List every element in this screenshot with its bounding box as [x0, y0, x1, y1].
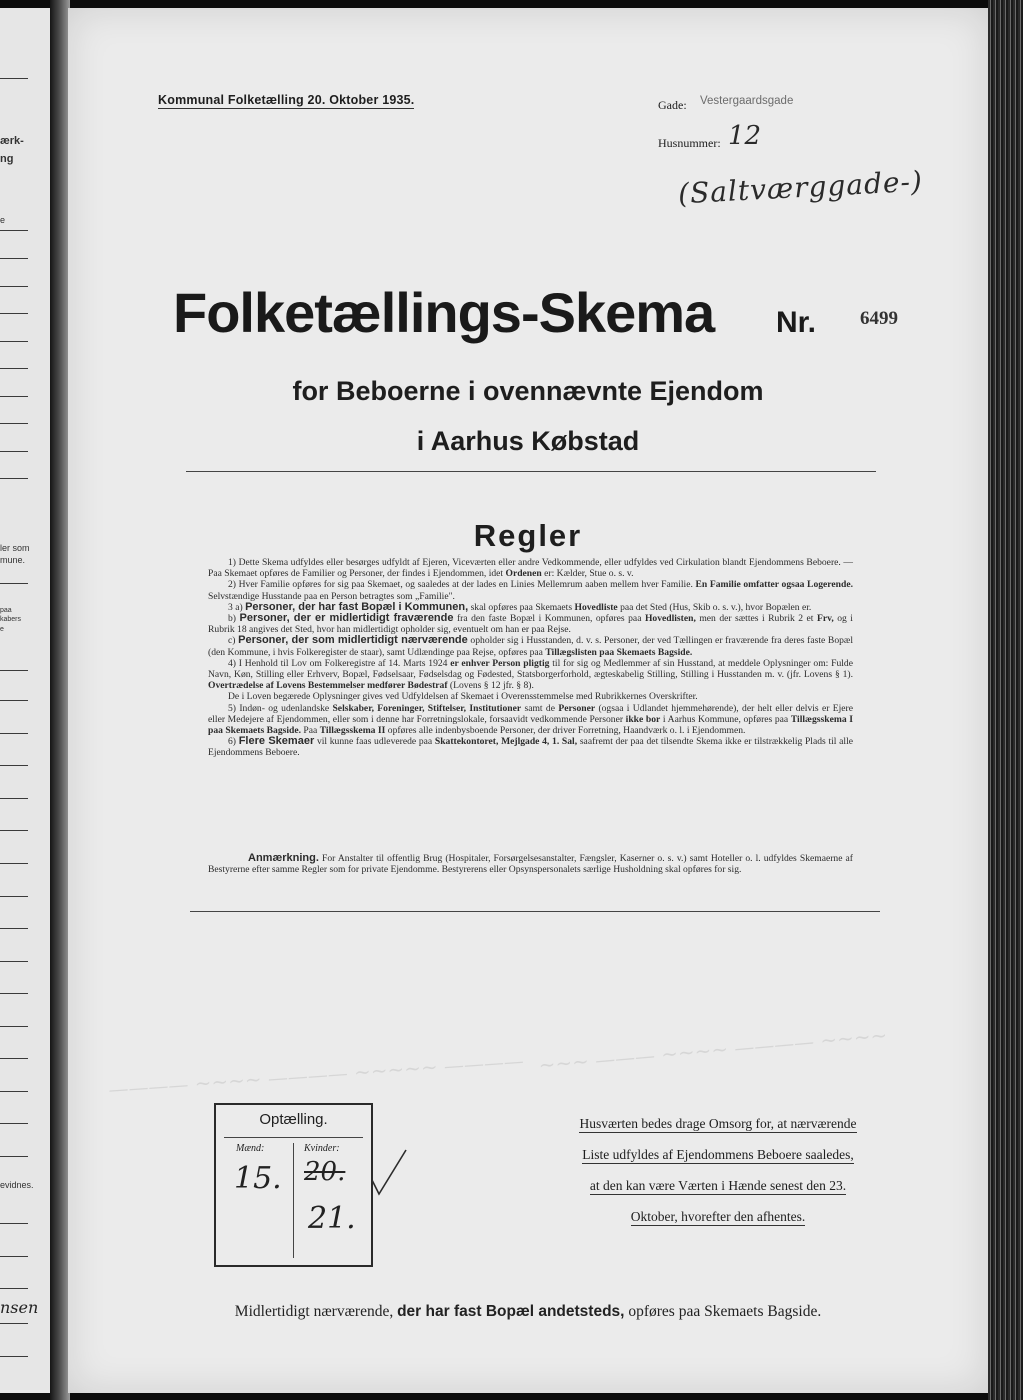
census-form-page	[68, 8, 988, 1393]
divider	[190, 911, 880, 912]
left-fragment: mune.	[0, 555, 26, 565]
nr-label: Nr.	[776, 306, 817, 339]
rule-1: 1) Dette Skema udfyldes eller besørges udfyldt af Ejeren, Viceværten eller andre Vedkommende, eller udfyldes ved Cirkulation blandt Ejendommens Beboere. — Paa Skemaet opføres de Familier og Personer, der findes i Ejendommen, idet Ordenen er: Kælder, Stue o. s. v.	[208, 557, 853, 580]
rule-3a: 3 a) Personer, der har fast Bopæl i Kommunen, skal opføres paa Skemaets Hovedliste paa det Sted (Hus, Skib o. s. v.), hvor Bopælen er.	[228, 600, 812, 613]
rule-4-cont: De i Loven begærede Oplysninger gives ved Udfyldelsen af Skemaet i Overensstemmelse med Rubrikkernes Overskrifter.	[228, 691, 698, 703]
census-line: Kommunal Folketælling 20. Oktober 1935.	[158, 93, 415, 107]
form-number: 6499	[860, 308, 898, 329]
left-fragment: paa	[0, 607, 12, 614]
husnummer-label: Husnummer:	[658, 136, 721, 150]
left-adjacent-page	[0, 8, 51, 1393]
rule-4: 4) I Henhold til Lov om Folkeregistre af 14. Marts 1924 er enhver Person pligtig til for sig og Medlemmer af sin Husstand, at meddele Oplysninger om: Fulde Navn, Køn, Stilling eller Erhverv, Bopæl, Fødselsaar, Fødselsdag og Fødested, Statsborgerforhold, ægteskabelig Stilling, Stilling i Husstanden m. v. (jfr. Lovens § 1). Overtrædelse af Lovens Bestemmelser medfører Bødestraf (Lovens § 12 jfr. § 8).	[208, 657, 853, 692]
kvinder-count-struck: 20.	[304, 1157, 346, 1187]
page-edges	[988, 0, 1023, 1400]
count-title: Optælling.	[259, 1111, 328, 1128]
subtitle-1: for Beboerne i ovennævnte Ejendom	[292, 376, 764, 406]
husnummer-value: 12	[728, 121, 762, 151]
divider	[186, 471, 876, 472]
note-text: Anmærkning. For Anstalter til offentlig Brug (Hospitaler, Forsørgelsesanstalter, Fængsler, Kaserner o. s. v.) samt Hoteller o. l. udfyldes Skemaerne af Bestyrerne efter samme Regler som for private Ejendomme. Bestyrerens eller Opsynspersonalets særlige Husholdning skal opføres for sig.	[208, 852, 853, 876]
notice-line: Oktober, hvorefter den afhentes.	[630, 1209, 806, 1224]
left-fragment: e	[0, 215, 6, 225]
left-fragment: ærk-	[0, 135, 24, 147]
notice-line: Husværten bedes drage Omsorg for, at nærværende	[579, 1116, 857, 1131]
notice-line: Liste udfyldes af Ejendommens Beboere saaledes,	[582, 1147, 854, 1162]
gade-value: Vestergaardsgade	[700, 95, 794, 107]
left-fragment: e	[0, 626, 4, 633]
bleed-through: ———— ~~~~ ———— ~~~~~ ————	[107, 1048, 525, 1102]
left-fragment: ler som	[0, 543, 30, 553]
left-fragment: nsen	[0, 1298, 39, 1317]
notice-line: at den kan være Værten i Hænde senest den 23.	[589, 1178, 847, 1193]
rule-6: 6) Flere Skemaer vil kunne faas udleverede paa Skattekontoret, Mejlgade 4, 1. Sal, saafremt der paa det tilsendte Skema ikke er tilstrækkelig Plads til alle Ejendommens Beboere.	[208, 735, 854, 759]
maend-count: 15.	[234, 1161, 282, 1196]
rules-heading: Regler	[473, 518, 583, 553]
note-label: Anmærkning.	[248, 852, 319, 864]
gade-label: Gade:	[658, 98, 687, 112]
kvinder-label: Kvinder:	[304, 1143, 340, 1154]
left-fragment: ng	[0, 153, 14, 165]
left-fragment: evidnes.	[0, 1180, 34, 1190]
form-title: Folketællings-Skema	[173, 281, 715, 344]
kvinder-count: 21.	[308, 1201, 356, 1236]
footer-note: Midlertidigt nærværende, der har fast Bopæl andetsteds, opføres paa Skemaets Bagside.	[234, 1303, 822, 1320]
host-notice	[508, 1108, 928, 1232]
checkmark-icon	[370, 1148, 410, 1198]
rule-5: 5) Indøn- og udenlandske Selskaber, Foreninger, Stiftelser, Institutioner samt de Personer (ogsaa i Udlandet hjemmehørende), der helt eller delvis er Ejere eller Medejere af Ejendommen, eller som i denne har Forretningslokale, forsaavidt vedkommende Personer ikke bor i Aarhus Kommune, opføres paa Tillægsskema I paa Skemaets Bagside. Paa Tillægsskema II opføres alle indenbysboende Personer, der driver Forretning, Haandværk o. l. i Ejendommen.	[208, 702, 853, 737]
handwritten-note: (Saltværggade-)	[677, 164, 924, 211]
bleed-through: ~~~ ——— ~~~~ ———— ~~~~	[537, 1022, 889, 1078]
count-box	[214, 1103, 373, 1267]
left-fragment: kabers	[0, 616, 22, 623]
maend-label: Mænd:	[236, 1143, 265, 1154]
rule-3c: c) Personer, der som midlertidigt nærværende opholder sig i Husstanden, d. v. s. Personer, der ved Tællingen er fraværende fra deres faste Bopæl (den Kommune, i hvis Folkeregister de staar), samt Udlændinge paa Rejse, opføres paa Tillægslisten paa Skemaets Bagside.	[208, 634, 853, 658]
rule-3b: b) Personer, der er midlertidigt fraværende fra den faste Bopæl i Kommunen, opføres paa Hovedlisten, men der sættes i Rubrik 2 et Frv, og i Rubrik 18 angives det Sted, hvor han midlertidigt opholder sig, eventuelt om han er paa Rejse.	[208, 612, 853, 636]
rule-2: 2) Hver Familie opføres for sig paa Skemaet, og saaledes at der lades en Linies Mellemrum aaben mellem hver Familie. En Familie omfatter ogsaa Logerende. Selvstændige Husstande paa en Person betragtes som „Familie".	[208, 579, 853, 602]
rules-text	[208, 557, 853, 759]
subtitle-2: i Aarhus Købstad	[416, 426, 640, 456]
book-gutter	[50, 0, 70, 1400]
